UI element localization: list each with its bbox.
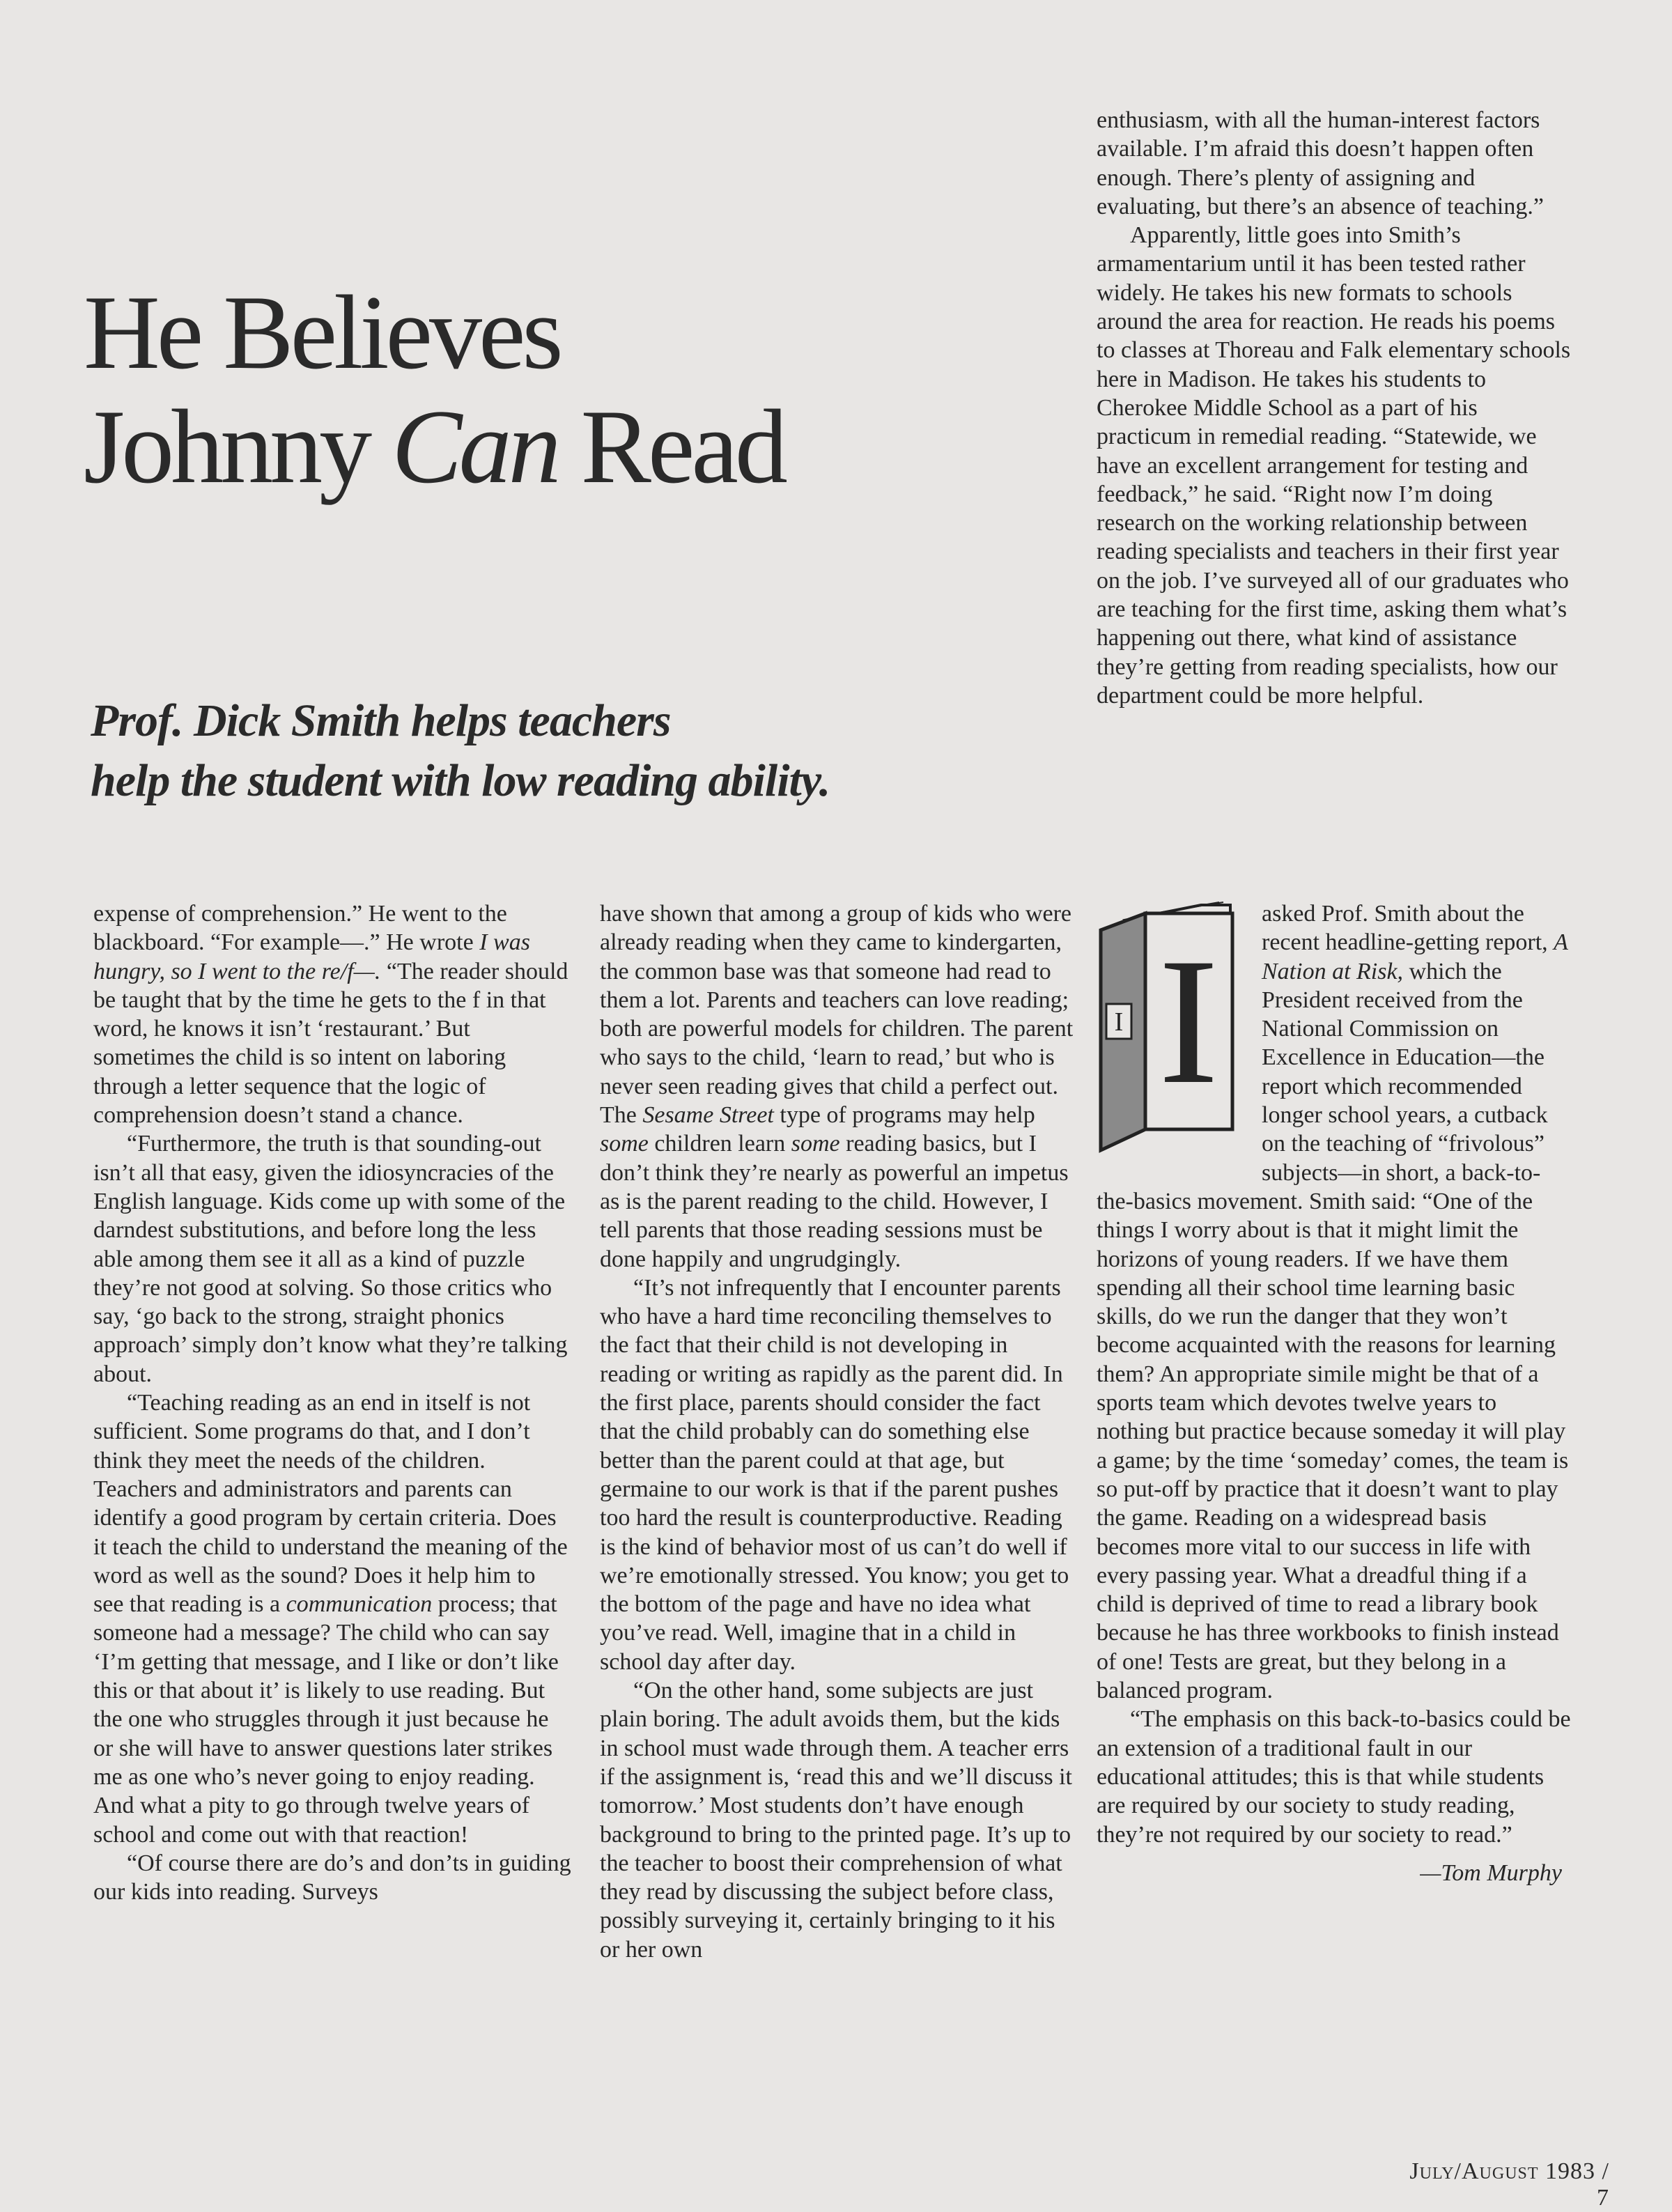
emphasis-text: Sesame Street bbox=[642, 1102, 774, 1129]
issue-date: July/August 1983 bbox=[1409, 2158, 1596, 2184]
text-run: type of programs may help bbox=[773, 1102, 1035, 1129]
page-number: 7 bbox=[1597, 2185, 1609, 2211]
emphasis-text: A Nation at Risk, bbox=[1262, 929, 1568, 984]
subtitle-line-2: help the student with low reading ability. bbox=[91, 755, 830, 806]
paragraph: enthusiasm, with all the human-interest factors available. I’m afraid this doesn’t happen often enough. There’s plenty of assigning and evaluating, but there’s an absence of teaching.” bbox=[1097, 107, 1544, 219]
text-run: which the President received from the National Commission on Excellence in Education—the report which recommended longer school years, a cutback on the teaching of “frivolous” subjects—in short, a back-to-the-basics movement. Smith said: “One of the things I worry about is that it might limit the horizons of young readers. If we have them spending all their school time learning basic skills, do we run the danger that they won’t become acquainted with the reasons for learning them? An appropriate simile might be that of a sports team which devotes twelve years to nothing but practice because someday it will play a game; by the time ‘someday’ comes, the team is so put-off by practice that it doesn’t want to play the game. Reading on a widespread basis becomes more vital to our success in life with every passing year. What a dreadful thing if a child is deprived of time to read a library book because he has three workbooks to finish instead of one! Tests are great, but they belong in a balanced program. bbox=[1097, 958, 1569, 1704]
dropcap-letter: I bbox=[1158, 921, 1219, 1122]
emphasis-text: communication bbox=[286, 1591, 433, 1618]
emphasis-text: some bbox=[600, 1131, 649, 1157]
paragraph: “Of course there are do’s and don’ts in guiding our kids into reading. Surveys bbox=[93, 1850, 571, 1905]
column-top-right bbox=[1097, 106, 1574, 710]
emphasis-text: some bbox=[791, 1131, 840, 1157]
paragraph: “It’s not infrequently that I encounter parents who have a hard time reconciling themselves to the fact that their child is not developing in reading or writing as rapidly as the parent did. In the first place, parents should consider the fact that the child probably can do something else better than the parent could at that age, but germaine to our work is that if the parent pushes too hard the result is counterproductive. Reading is the kind of behavior most of us can’t do well if we’re emotionally stressed. You know; you get to the bottom of the page and have no idea what you’ve read. Well, imagine that in a child in school day after day. bbox=[600, 1274, 1069, 1675]
text-run: have shown that among a group of kids who were already reading when they came to kindergarten, the common base was that someone had read to them a lot. Parents and teachers can love reading; both are powerful models for children. The parent who says to the child, ‘learn to read,’ but who is never seen reading gives that child a perfect out. The bbox=[600, 901, 1074, 1129]
title-line-2-end: Read bbox=[557, 388, 784, 505]
title-line-1: He Believes bbox=[84, 274, 560, 391]
text-run: process; that someone had a message? The child who can say ‘I’m getting that message, and I like or don’t like this or that about it’ is likely to use reading. But the one who struggles through it just because he or she will have to answer questions later strikes me as one who’s never going to enjoy reading. And what a pity to go through twelve years of school and come out with that reaction! bbox=[93, 1591, 559, 1848]
svg-text:I: I bbox=[1114, 1007, 1124, 1037]
paragraph bbox=[93, 1389, 571, 1849]
text-run: expense of comprehension.” He went to the blackboard. “For example—.” He wrote bbox=[93, 901, 507, 956]
subtitle-line-1: Prof. Dick Smith helps teachers bbox=[91, 695, 671, 746]
column-1 bbox=[93, 899, 571, 1906]
article-subtitle bbox=[91, 691, 961, 811]
text-run: children learn bbox=[648, 1131, 791, 1157]
column-2 bbox=[600, 899, 1078, 1964]
page-footer: July/August 1983 / 7 bbox=[1409, 2158, 1609, 2211]
title-emphasis: Can bbox=[392, 388, 558, 505]
paragraph bbox=[600, 899, 1078, 1274]
paragraph: Apparently, little goes into Smith’s armamentarium until it has been tested rather widely. He takes his new formats to schools around the area for reaction. He reads his poems to classes at Thoreau and Falk elementary schools here in Madison. He takes his students to Cherokee Middle School as a part of his practicum in remedial reading. “Statewide, we have an excellent arrangement for testing and feedback,” he said. “Right now I’m doing research on the working relationship between reading specialists and teachers in their first year on the job. I’ve surveyed all of our graduates who are teaching for the first time, asking them what’s happening out there, what kind of assistance they’re getting from reading specialists, how our department could be more helpful. bbox=[1097, 222, 1571, 709]
author-signature: —Tom Murphy bbox=[1420, 1859, 1562, 1886]
text-run: asked Prof. Smith about the recent headline-getting report, bbox=[1262, 901, 1554, 956]
paragraph: “On the other hand, some subjects are just plain boring. The adult avoids them, but the kids in school must wade through them. A teacher errs if the assignment is, ‘read this and we’ll discuss it tomorrow.’ Most students don’t have enough background to bring to the printed page. It’s up to the teacher to boost their comprehension of what they read by discussing the subject before class, possibly surveying it, certainly bringing to it his or her own bbox=[600, 1678, 1072, 1963]
text-run: “Teaching reading as an end in itself is not sufficient. Some programs do that, and I don’t think they meet the needs of the children. Teachers and administrators and parents can identify a good program by certain criteria. Does it teach the child to understand the meaning of the word as well as the sound? Does it help him to see that reading is a bbox=[93, 1390, 568, 1618]
column-3 bbox=[1097, 899, 1574, 1887]
emphasis-text: I was hungry, so I went to the re/f—. bbox=[93, 929, 530, 984]
text-run: “The reader should be taught that by the time he gets to the f in that word, he knows it isn’t ‘restaurant.’ But sometimes the child is so intent on laboring through a letter sequence that the logic of comprehension doesn’t stand a chance. bbox=[93, 958, 568, 1129]
text-run: reading basics, but I don’t think they’re nearly as powerful an impetus as is the parent reading to the child. However, I tell parents that those reading sessions must be done happily and ungrudgingly. bbox=[600, 1131, 1069, 1272]
paragraph bbox=[93, 899, 571, 1129]
article-title bbox=[84, 275, 920, 504]
title-line-2-start: Johnny bbox=[84, 388, 392, 505]
book-icon bbox=[1097, 899, 1246, 1157]
paragraph: “The emphasis on this back-to-basics could be an extension of a traditional fault in our educational attitudes; this is that while students are required by our society to study reading, they’re not required by our society to read.” bbox=[1097, 1706, 1571, 1848]
paragraph: “Furthermore, the truth is that sounding-out isn’t all that easy, given the idiosyncracies of the English language. Kids come up with some of the darndest substitutions, and before long the less able among them see it all as a kind of puzzle they’re not good at solving. So those critics who say, ‘go back to the strong, straight phonics approach’ simply don’t know what they’re talking about. bbox=[93, 1131, 568, 1387]
